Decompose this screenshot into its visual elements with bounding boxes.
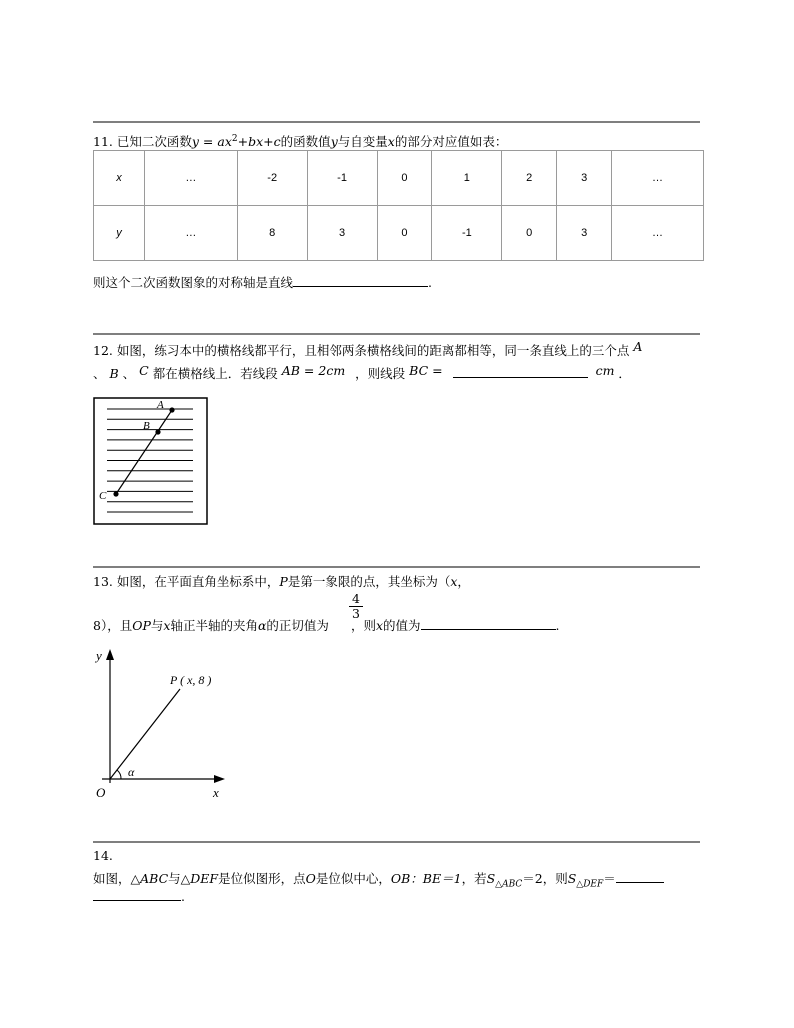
q13-line-1 — [93, 574, 470, 590]
q11-prompt — [93, 131, 507, 150]
point-b-dot — [155, 429, 160, 434]
q11-func-bx: bx — [248, 134, 264, 150]
label-c: C — [99, 490, 107, 502]
segment-op — [110, 689, 180, 779]
table-cell: 2 — [502, 151, 557, 206]
separator-rule — [93, 121, 700, 123]
q13-text1: 如图，在平面直角坐标系中， — [116, 574, 280, 589]
q13-text4: 与 — [150, 618, 164, 633]
q11-func-plus-b: + — [237, 134, 249, 150]
label-p: P ( x, 8 ) — [170, 673, 212, 687]
q13-text7: ，则 — [350, 618, 376, 633]
q11-func-y: y — [191, 134, 199, 150]
q11-func-exp: 2 — [231, 134, 238, 144]
table-cell: … — [612, 206, 704, 261]
q13-axis-x: x — [163, 618, 171, 633]
q13-text3: ， — [457, 574, 470, 589]
q12-text2: 都在横格线上．若线段 — [152, 366, 278, 381]
table-cell: -2 — [237, 151, 307, 206]
q12-number: 12. — [93, 343, 113, 358]
q11-question-text: 则这个二次函数图象的对称轴是直线 — [93, 275, 294, 290]
q11-var-y: y — [330, 134, 338, 150]
separator-rule — [93, 841, 700, 843]
q11-func-plus-c: + — [263, 134, 274, 150]
q13-fraction — [349, 592, 363, 621]
x-axis-arrow — [214, 775, 225, 783]
y-axis-arrow — [106, 649, 114, 660]
q14-answer-blank-a[interactable] — [616, 882, 664, 883]
q13-var-x: x — [375, 618, 384, 633]
q14-text1: 如图， — [93, 871, 131, 886]
label-y: y — [96, 648, 102, 663]
q13-alpha: α — [257, 618, 267, 633]
q13-number: 13. — [93, 574, 113, 589]
point-a-dot — [169, 407, 174, 412]
table-row — [94, 206, 704, 261]
q13-point-p: P — [279, 574, 288, 589]
q11-func-c: c — [273, 134, 281, 150]
q14-ratio: OB：BE＝1 — [390, 871, 462, 886]
q14-eq1: ＝2，则 — [522, 871, 568, 886]
q14-end: . — [181, 889, 185, 904]
q12-bc-expr: BC = — [409, 363, 443, 378]
q12-text3: ，则线段 — [355, 366, 406, 381]
q14-tri2: △DEF — [180, 871, 219, 886]
table-cell: y — [94, 206, 145, 261]
table-cell: 8 — [237, 206, 307, 261]
q14-answer-blank-b[interactable] — [93, 900, 181, 901]
q12-sep1: 、 — [93, 366, 106, 381]
q14-number-line — [93, 848, 113, 864]
label-b: B — [143, 420, 150, 432]
q14-s2: S — [567, 871, 577, 886]
q12-answer-blank[interactable] — [453, 377, 588, 378]
q11-answer-blank[interactable] — [293, 286, 428, 287]
table-row — [94, 151, 704, 206]
q14-s1-sub: △ABC — [495, 879, 523, 890]
q14-text5: ，若 — [461, 871, 487, 886]
table-cell: … — [612, 151, 704, 206]
q13-text6: 的正切值为 — [266, 618, 329, 633]
table-cell: … — [144, 206, 237, 261]
q11-middle: 的函数值 — [280, 134, 331, 150]
q13-line2-start: 8），且 — [93, 618, 133, 633]
table-cell: -1 — [307, 151, 377, 206]
q14-text3: 是位似图形，点 — [218, 871, 306, 886]
q14-s1: S — [486, 871, 496, 886]
table-cell: 3 — [557, 206, 612, 261]
q14-line-2 — [93, 889, 185, 905]
label-a: A — [157, 399, 164, 411]
q13-text8: 的值为 — [383, 618, 421, 633]
angle-arc — [117, 770, 121, 779]
table-cell: 0 — [377, 206, 432, 261]
q13-text2: 是第一象限的点，其坐标为（ — [287, 574, 451, 589]
q12-end: ． — [618, 366, 631, 381]
q11-var-x: x — [387, 134, 395, 150]
q13-coord-x: x — [450, 574, 458, 589]
q13-text5: 轴正半轴的夹角 — [170, 618, 258, 633]
table-cell: … — [144, 151, 237, 206]
table-cell: x — [94, 151, 145, 206]
q12-line-2 — [93, 363, 631, 382]
q13-frac-den: 3 — [352, 606, 360, 621]
q11-number: 11. — [93, 134, 113, 150]
q13-frac-num: 4 — [352, 591, 360, 606]
table-cell: 0 — [377, 151, 432, 206]
table-cell: 1 — [432, 151, 502, 206]
label-alpha: α — [128, 765, 135, 779]
q13-answer-blank[interactable] — [421, 629, 556, 630]
q14-point-o: O — [305, 871, 316, 886]
separator-rule — [93, 333, 700, 335]
q11-func-ax: ax — [217, 134, 232, 150]
q14-number: 14. — [93, 848, 113, 863]
q13-line-2 — [93, 618, 560, 634]
point-c-dot — [113, 491, 118, 496]
table-cell: 3 — [307, 206, 377, 261]
q13-coordinate-figure — [90, 645, 240, 805]
label-o: O — [96, 785, 106, 800]
q12-ab-expr: AB = 2cm — [281, 363, 346, 378]
q12-line-1 — [93, 339, 643, 359]
q12-text1: 如图，练习本中的横格线都平行，且相邻两条横格线间的距离都相等，同一条直线上的三个点 — [116, 343, 630, 358]
q14-s2-sub: △DEF — [576, 879, 604, 890]
q14-eq2: ＝ — [603, 871, 616, 886]
q11-suffix: 的部分对应值如表： — [394, 134, 508, 150]
table-cell: 0 — [502, 206, 557, 261]
q11-value-table — [93, 150, 704, 261]
q11-middle2: 与自变量 — [337, 134, 388, 150]
q12-point-c: C — [139, 363, 149, 378]
table-cell: -1 — [432, 206, 502, 261]
q12-sep2: 、 — [122, 366, 136, 381]
q14-text4: 是位似中心， — [315, 871, 391, 886]
q12-point-a: A — [633, 339, 643, 354]
q14-text2: 与 — [168, 871, 181, 886]
q11-question — [93, 275, 432, 291]
q12-notebook-figure — [93, 397, 208, 525]
separator-rule — [93, 566, 700, 568]
q13-end: . — [555, 618, 560, 633]
q11-prefix: 已知二次函数 — [116, 134, 192, 150]
label-x: x — [213, 785, 219, 800]
q14-tri1: △ABC — [130, 871, 169, 886]
q12-point-b: B — [109, 366, 119, 381]
q11-end: . — [428, 275, 432, 290]
q11-func-eq: = — [198, 134, 218, 150]
q13-op: OP — [132, 618, 151, 633]
q12-unit: cm — [595, 363, 615, 378]
table-cell: 3 — [557, 151, 612, 206]
